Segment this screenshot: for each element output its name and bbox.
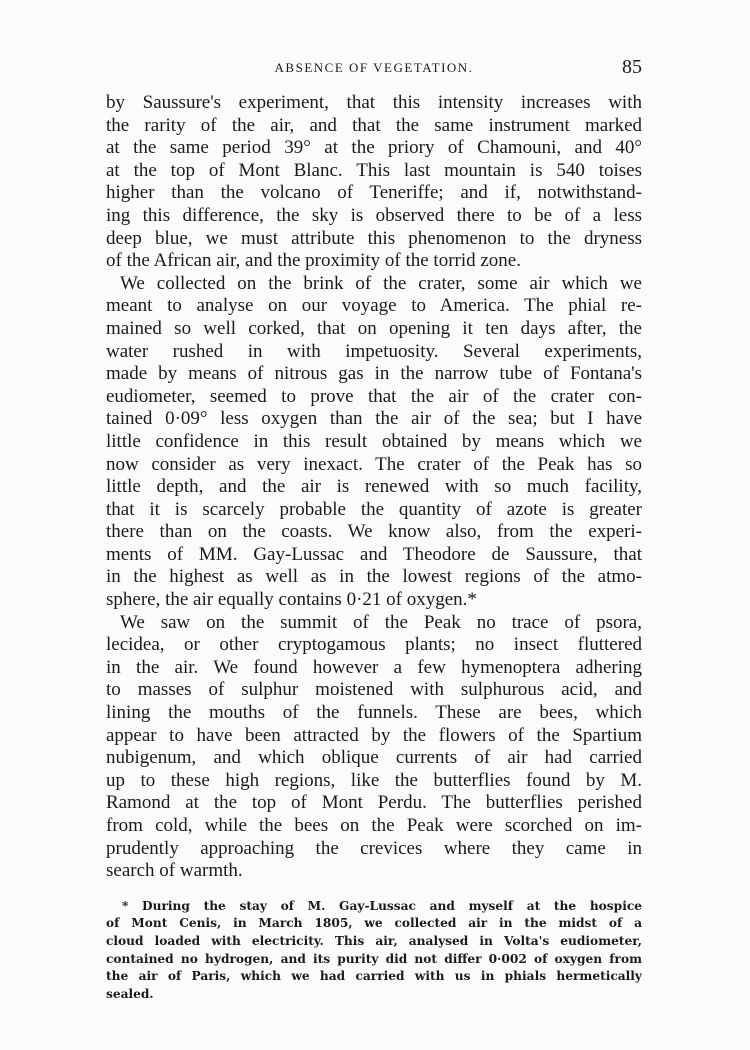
footnote-line: contained no hydrogen, and its purity did not differ 0·002 of oxygen from (106, 951, 642, 966)
text-line: prudently approaching the crevices where they came in (106, 837, 642, 859)
page-header (106, 56, 642, 86)
text-line: by Saussure's experiment, that this intensity increases with (106, 92, 642, 113)
body-text (106, 92, 642, 883)
footnote-line: of Mont Cenis, in March 1805, we collected air in the midst of a (106, 916, 642, 931)
text-line: sphere, the air equally contains 0·21 of oxygen.* (106, 589, 477, 611)
text-line: nubigenum, and which oblique currents of air had carried (106, 747, 642, 769)
text-line: eudiometer, seemed to prove that the air of the crater con- (106, 385, 642, 407)
text-line: meant to analyse on our voyage to America. The phial re- (106, 295, 642, 317)
text-line: up to these high regions, like the butterflies found by M. (106, 769, 642, 791)
text-line: that it is scarcely probable the quantity of azote is greater (106, 498, 642, 520)
book-page (106, 56, 642, 1003)
text-line: We saw on the summit of the Peak no trace of psora, (120, 611, 642, 633)
footnote (106, 898, 642, 1004)
running-title: ABSENCE OF VEGETATION. (274, 60, 474, 75)
text-line: We collected on the brink of the crater, some air which we (120, 272, 642, 294)
text-line: from cold, while the bees on the Peak were scorched on im- (106, 815, 642, 836)
text-line: the rarity of the air, and that the same instrument marked (106, 114, 642, 136)
text-line: of the African air, and the proximity of the torrid zone. (106, 250, 521, 272)
text-line: ments of MM. Gay-Lussac and Theodore de Saussure, that (106, 543, 642, 565)
text-line: lecidea, or other cryptogamous plants; no insect fluttered (106, 634, 642, 656)
footnote-line: * During the stay of M. Gay-Lussac and myself at the hospice (122, 898, 642, 913)
text-line: now consider as very inexact. The crater of the Peak has so (106, 453, 642, 475)
page-number: 85 (622, 56, 642, 78)
text-line: there than on the coasts. We know also, from the experi- (106, 521, 642, 543)
text-line: tained 0·09° less oxygen than the air of the sea; but I have (106, 408, 642, 430)
text-line: at the top of Mont Blanc. This last mountain is 540 toises (106, 159, 642, 181)
text-line: search of warmth. (106, 860, 243, 882)
text-line: higher than the volcano of Teneriffe; and if, notwithstand- (106, 182, 642, 204)
text-line: little depth, and the air is renewed with so much facility, (106, 476, 642, 498)
footnote-line: cloud loaded with electricity. This air, analysed in Volta's eudiometer, (106, 933, 642, 948)
text-line: made by means of nitrous gas in the narrow tube of Fontana's (106, 363, 642, 385)
text-line: mained so well corked, that on opening it ten days after, the (106, 317, 642, 339)
text-line: appear to have been attracted by the flowers of the Spartium (106, 724, 642, 746)
text-line: to masses of sulphur moistened with sulphurous acid, and (106, 679, 642, 701)
footnote-line: the air of Paris, which we had carried with us in phials hermetically (106, 969, 642, 984)
text-line: Ramond at the top of Mont Perdu. The butterflies perished (106, 792, 642, 814)
text-line: little confidence in this result obtained by means which we (106, 430, 642, 452)
text-line: ing this difference, the sky is observed there to be of a less (106, 204, 642, 226)
footnote-line: sealed. (106, 986, 154, 1001)
text-line: water rushed in with impetuosity. Several experiments, (106, 340, 642, 362)
text-line: in the air. We found however a few hymenoptera adhering (106, 656, 642, 678)
text-line: lining the mouths of the funnels. These are bees, which (106, 702, 642, 724)
text-line: at the same period 39° at the priory of Chamouni, and 40° (106, 137, 642, 159)
text-line: in the highest as well as in the lowest regions of the atmo- (106, 566, 642, 588)
text-line: deep blue, we must attribute this phenomenon to the dryness (106, 227, 642, 249)
